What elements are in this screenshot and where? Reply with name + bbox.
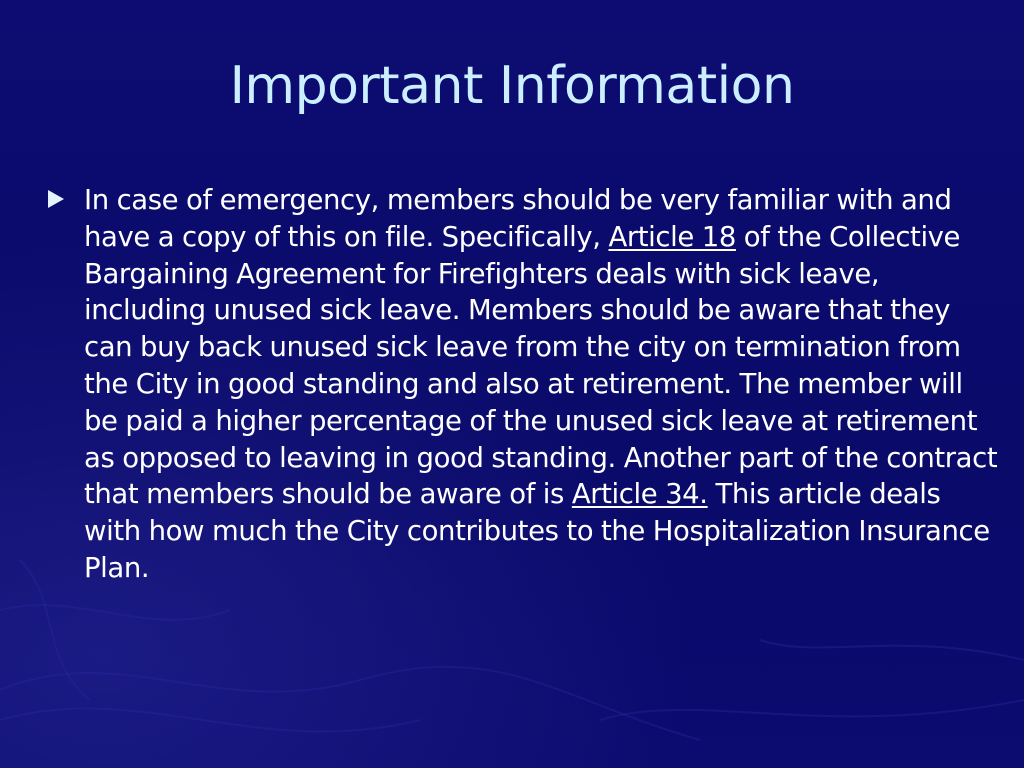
- slide-title: Important Information: [229, 56, 795, 116]
- article-34-link[interactable]: Article 34.: [571, 478, 708, 511]
- bullet-text: [84, 182, 998, 587]
- slide-content: [48, 182, 998, 587]
- body-text-part-2: of the Collective Bargaining Agreement for Firefighters deals with sick leave, including unused sick leave. Members should be aware that they can buy back unused sick leave from the city on termination from the City in good standing and also at retirement. The member will be paid a higher percentage of the unused sick leave at retirement as opposed to leaving in good standing. Another part of the contract that members should be aware of is: [84, 220, 998, 511]
- right-pointing-triangle-icon: [48, 190, 64, 208]
- body-text-part-3: This article deals with how much the City contributes to the Hospitalization Insurance Plan.: [84, 478, 990, 584]
- body-text-part-1: In case of emergency, members should be very familiar with and have a copy of this on file. Specifically,: [84, 184, 952, 253]
- bullet-item: [48, 182, 998, 587]
- article-18-link[interactable]: Article 18: [608, 220, 736, 253]
